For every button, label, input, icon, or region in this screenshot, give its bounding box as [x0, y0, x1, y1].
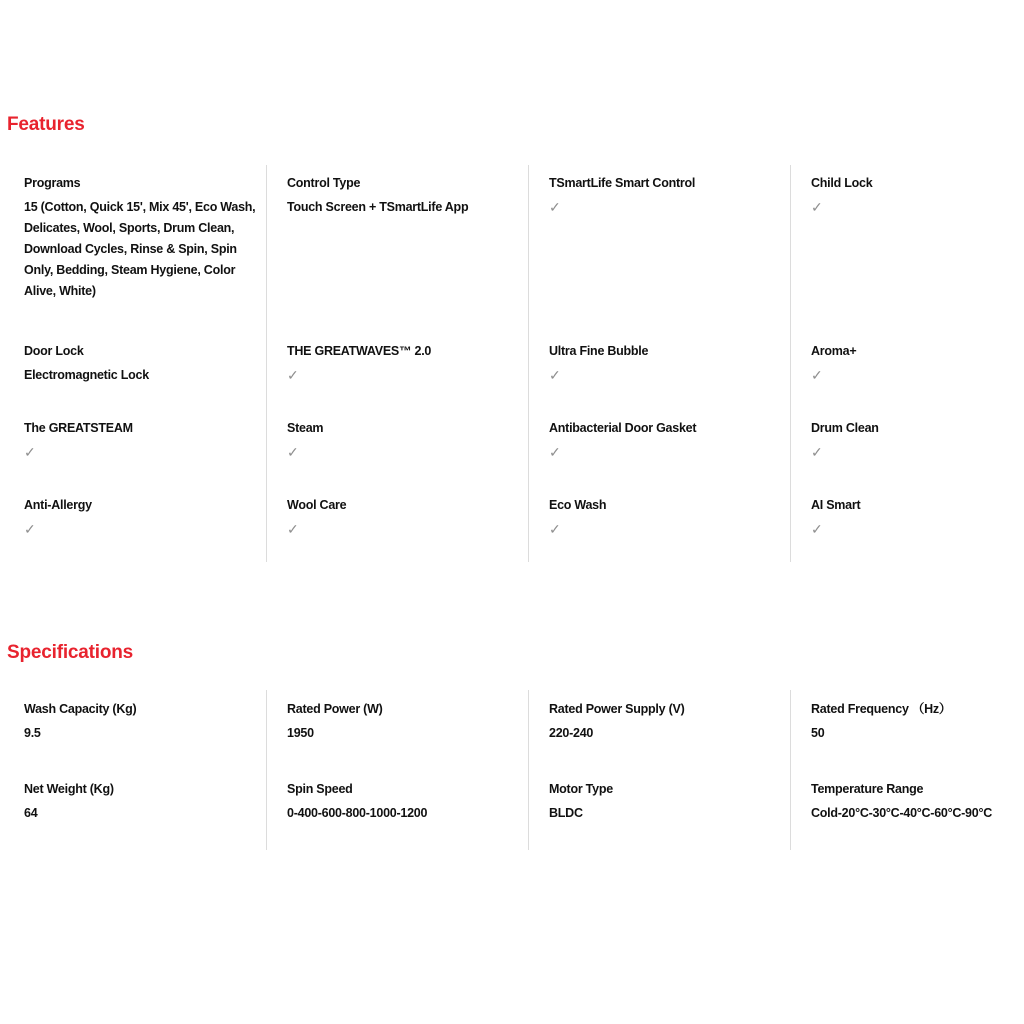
feature-anti-allergy	[4, 487, 266, 562]
spec-temperature-range	[790, 770, 1024, 850]
feature-label: The GREATSTEAM	[24, 421, 133, 435]
feature-label: TSmartLife Smart Control	[549, 176, 696, 190]
check-icon: ✓	[811, 199, 823, 215]
spec-spin-speed	[266, 770, 528, 850]
check-icon: ✓	[811, 444, 823, 460]
spec-label: Motor Type	[549, 782, 613, 796]
specifications-grid	[4, 690, 1024, 850]
feature-value: 15 (Cotton, Quick 15', Mix 45', Eco Wash, Delicates, Wool, Sports, Drum Clean, Download Cycles, Rinse & Spin, Spin Only, Bedding, Steam Hygiene, Color Alive, White)	[24, 200, 256, 298]
feature-aroma-plus	[790, 333, 1024, 410]
spec-value: 50	[811, 726, 825, 740]
specifications-section-title: Specifications	[7, 642, 134, 663]
feature-label: Anti-Allergy	[24, 498, 92, 512]
check-icon: ✓	[287, 444, 299, 460]
feature-wool-care	[266, 487, 528, 562]
spec-label: Net Weight (Kg)	[24, 782, 114, 796]
feature-label: Steam	[287, 421, 324, 435]
feature-label: Programs	[24, 176, 81, 190]
features-section-title: Features	[7, 114, 85, 135]
spec-label: Spin Speed	[287, 782, 353, 796]
check-icon: ✓	[24, 521, 36, 537]
check-icon: ✓	[549, 367, 561, 383]
spec-value: Cold-20°C-30°C-40°C-60°C-90°C	[811, 806, 992, 820]
check-icon: ✓	[549, 199, 561, 215]
spec-wash-capacity	[4, 690, 266, 770]
spec-rated-power	[266, 690, 528, 770]
spec-motor-type	[528, 770, 790, 850]
feature-label: Child Lock	[811, 176, 873, 190]
feature-label: Drum Clean	[811, 421, 879, 435]
spec-rated-frequency	[790, 690, 1024, 770]
feature-child-lock	[790, 165, 1024, 333]
feature-drum-clean	[790, 410, 1024, 487]
feature-ultra-fine-bubble	[528, 333, 790, 410]
feature-label: Eco Wash	[549, 498, 607, 512]
spec-label: Wash Capacity (Kg)	[24, 702, 137, 716]
features-grid	[4, 165, 1024, 562]
spec-rated-power-supply	[528, 690, 790, 770]
check-icon: ✓	[549, 521, 561, 537]
feature-value: Electromagnetic Lock	[24, 368, 149, 382]
feature-eco-wash	[528, 487, 790, 562]
spec-label: Rated Frequency （Hz）	[811, 702, 952, 716]
feature-label: Antibacterial Door Gasket	[549, 421, 697, 435]
check-icon: ✓	[287, 367, 299, 383]
feature-programs	[4, 165, 266, 333]
spec-value: 9.5	[24, 726, 41, 740]
feature-label: AI Smart	[811, 498, 861, 512]
check-icon: ✓	[811, 367, 823, 383]
feature-label: Ultra Fine Bubble	[549, 344, 649, 358]
spec-value: 0-400-600-800-1000-1200	[287, 806, 428, 820]
check-icon: ✓	[549, 444, 561, 460]
feature-tsmartlife-smart-control	[528, 165, 790, 333]
check-icon: ✓	[287, 521, 299, 537]
feature-label: Wool Care	[287, 498, 347, 512]
spec-label: Temperature Range	[811, 782, 924, 796]
spec-label: Rated Power (W)	[287, 702, 383, 716]
feature-greatwaves	[266, 333, 528, 410]
check-icon: ✓	[811, 521, 823, 537]
spec-value: 1950	[287, 726, 314, 740]
feature-label: Control Type	[287, 176, 361, 190]
spec-value: 64	[24, 806, 38, 820]
spec-label: Rated Power Supply (V)	[549, 702, 685, 716]
feature-ai-smart	[790, 487, 1024, 562]
feature-antibacterial-door-gasket	[528, 410, 790, 487]
feature-label: Aroma+	[811, 344, 857, 358]
spec-value: BLDC	[549, 806, 583, 820]
feature-label: THE GREATWAVES™ 2.0	[287, 344, 432, 358]
check-icon: ✓	[24, 444, 36, 460]
spec-net-weight	[4, 770, 266, 850]
feature-greatsteam	[4, 410, 266, 487]
feature-steam	[266, 410, 528, 487]
spec-value: 220-240	[549, 726, 594, 740]
feature-control-type	[266, 165, 528, 333]
feature-value: Touch Screen + TSmartLife App	[287, 200, 469, 214]
feature-label: Door Lock	[24, 344, 84, 358]
feature-door-lock	[4, 333, 266, 410]
